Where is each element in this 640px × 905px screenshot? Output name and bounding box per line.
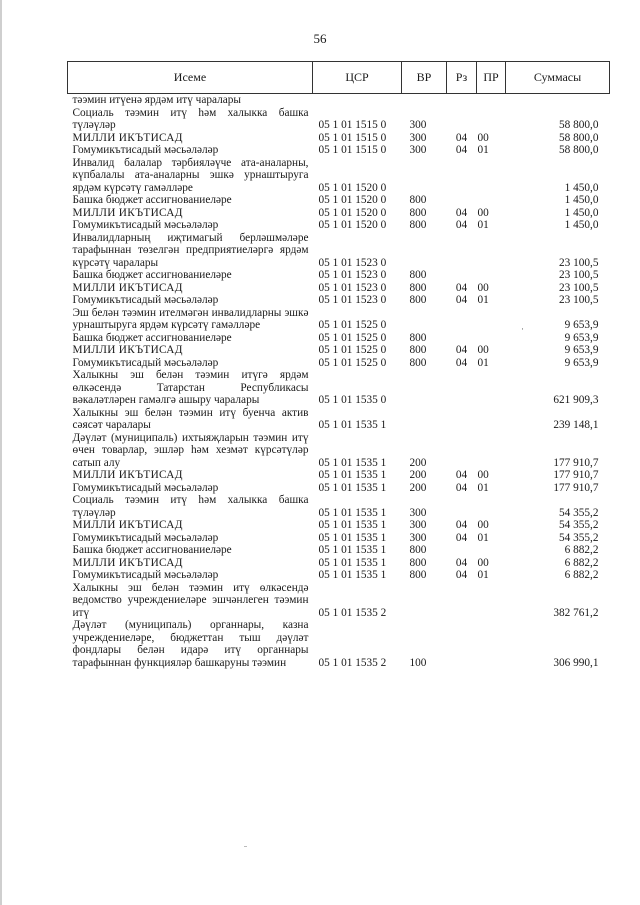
- header-vr: ВР: [402, 62, 447, 94]
- header-name: Исеме: [68, 62, 313, 94]
- cell-csr: 05 1 01 1535 1: [318, 419, 387, 431]
- table-row: [68, 194, 610, 207]
- cell-name: МИЛЛИ ИКЪТИСАД: [72, 519, 183, 531]
- cell-rz: 04: [455, 356, 468, 369]
- header-rz: Рз: [447, 62, 477, 94]
- cell-pr: [477, 307, 506, 332]
- cell-rz: 04: [455, 519, 468, 531]
- cell-sum: 54 355,2: [558, 519, 599, 531]
- cell-pr: 01: [477, 481, 489, 494]
- table-row: [68, 219, 610, 232]
- table-row: [68, 557, 610, 570]
- cell-sum: 9 653,9: [564, 356, 599, 369]
- cell-name: Социаль тәэмин итү һәм халыкка башка түләүләр: [72, 106, 309, 131]
- cell-rz: [447, 332, 477, 345]
- cell-vr: [402, 369, 447, 407]
- cell-sum: 58 800,0: [558, 119, 599, 131]
- table-row: [68, 582, 610, 620]
- cell-name: Халыкны эш белән тәэмин итү өлкәсендә ведомство учреждениеләре эшчәнлеген тәэмин итү: [72, 581, 309, 619]
- cell-rz: 04: [455, 569, 468, 581]
- cell-pr: 01: [477, 294, 489, 306]
- cell-rz: [447, 369, 477, 407]
- cell-rz: [447, 619, 477, 669]
- cell-rz: 04: [455, 344, 468, 356]
- cell-name: Башка бюджет ассигнованиеләре: [72, 194, 232, 206]
- cell-sum: 58 800,0: [558, 131, 599, 144]
- cell-name: МИЛЛИ ИКЪТИСАД: [72, 556, 183, 569]
- cell-vr: 200: [409, 469, 427, 481]
- cell-pr: [477, 494, 506, 519]
- table-row: [68, 432, 610, 470]
- table-row: [68, 519, 610, 532]
- cell-rz: [447, 544, 477, 557]
- cell-vr: 800: [409, 344, 427, 356]
- cell-sum: 6 882,2: [564, 556, 599, 569]
- cell-csr: 05 1 01 1523 0: [318, 281, 387, 294]
- cell-name: тәэмин итүенә ярдәм итү чаралары: [72, 94, 242, 106]
- table-row: [68, 369, 610, 407]
- cell-rz: 04: [455, 469, 468, 481]
- cell-rz: [447, 407, 477, 432]
- cell-vr: 800: [409, 269, 427, 281]
- cell-vr: 300: [409, 519, 427, 531]
- cell-rz: 04: [455, 481, 468, 494]
- cell-name: Гомумикътисадый мәсьәләләр: [72, 481, 219, 494]
- cell-name: Гомумикътисадый мәсьәләләр: [72, 356, 219, 369]
- cell-name: МИЛЛИ ИКЪТИСАД: [72, 344, 183, 356]
- cell-sum: 382 761,2: [553, 606, 599, 619]
- cell-pr: [477, 582, 506, 620]
- cell-name: Гомумикътисадый мәсьәләләр: [72, 569, 219, 581]
- cell-rz: 04: [455, 206, 468, 219]
- cell-sum: 239 148,1: [553, 419, 599, 431]
- cell-csr: 05 1 01 1520 0: [318, 206, 387, 219]
- table-row: [68, 332, 610, 345]
- cell-vr: 300: [409, 531, 427, 544]
- cell-sum: 1 450,0: [564, 206, 599, 219]
- table-row: [68, 94, 610, 107]
- cell-vr: 300: [409, 119, 427, 131]
- cell-sum: 9 653,9: [564, 344, 599, 356]
- cell-vr: [402, 232, 447, 270]
- cell-rz: [447, 194, 477, 207]
- cell-vr: 800: [409, 569, 427, 581]
- cell-csr: 05 1 01 1535 0: [318, 394, 387, 406]
- scan-speck: ·: [521, 324, 524, 334]
- cell-vr: 800: [409, 331, 427, 344]
- cell-csr: 05 1 01 1525 0: [318, 331, 387, 344]
- cell-sum: 177 910,7: [553, 469, 599, 481]
- cell-pr: 01: [477, 531, 489, 544]
- cell-pr: 01: [477, 356, 489, 369]
- header-sum: Суммасы: [506, 62, 610, 94]
- cell-rz: [447, 582, 477, 620]
- cell-sum: 306 990,1: [553, 656, 599, 669]
- cell-sum: 177 910,7: [553, 481, 599, 494]
- budget-table: [67, 61, 610, 669]
- cell-rz: [447, 94, 477, 107]
- cell-vr: [402, 157, 447, 195]
- cell-rz: [447, 494, 477, 519]
- table-header-row: [68, 62, 610, 94]
- cell-vr: 100: [409, 656, 427, 669]
- cell-vr: 300: [409, 506, 427, 519]
- cell-vr: 800: [409, 219, 427, 231]
- header-csr: ЦСР: [313, 62, 402, 94]
- table-row: [68, 532, 610, 545]
- cell-vr: 200: [409, 456, 427, 469]
- cell-rz: 04: [455, 281, 468, 294]
- cell-sum: 58 800,0: [558, 144, 599, 156]
- cell-csr: 05 1 01 1520 0: [318, 194, 387, 206]
- cell-vr: 800: [409, 544, 427, 556]
- cell-pr: 00: [477, 206, 489, 219]
- table-row: [68, 407, 610, 432]
- table-row: [68, 282, 610, 295]
- cell-csr: 05 1 01 1535 1: [318, 469, 387, 481]
- cell-csr: 05 1 01 1523 0: [318, 294, 387, 306]
- cell-rz: [447, 157, 477, 195]
- cell-pr: [477, 407, 506, 432]
- cell-sum: 6 882,2: [564, 569, 599, 581]
- cell-name: Халыкны эш белән тәэмин итү буенча актив сәясәт чаралары: [72, 406, 309, 431]
- cell-pr: 00: [477, 131, 489, 144]
- cell-sum: 23 100,5: [558, 269, 599, 281]
- cell-pr: [477, 432, 506, 470]
- cell-vr: 300: [409, 131, 427, 144]
- cell-csr: 05 1 01 1535 1: [318, 569, 387, 581]
- table-row: [68, 619, 610, 669]
- cell-vr: 800: [409, 556, 427, 569]
- table-row: [68, 569, 610, 582]
- cell-vr: 300: [409, 144, 427, 156]
- cell-pr: 01: [477, 144, 489, 156]
- cell-pr: 00: [477, 344, 489, 356]
- cell-name: МИЛЛИ ИКЪТИСАД: [72, 469, 183, 481]
- cell-rz: [447, 307, 477, 332]
- cell-vr: [402, 307, 447, 332]
- table-row: [68, 544, 610, 557]
- cell-sum: [506, 94, 610, 107]
- cell-csr: 05 1 01 1535 1: [318, 519, 387, 531]
- cell-csr: 05 1 01 1535 1: [318, 481, 387, 494]
- table-row: [68, 232, 610, 270]
- cell-pr: [477, 232, 506, 270]
- cell-name: Дәүләт (муниципаль) ихтыяҗларын тәэмин итү өчен товарлар, эшләр һәм хезмәт күрсәтүләр сатып алу: [72, 431, 309, 469]
- table-row: [68, 132, 610, 145]
- cell-sum: 9 653,9: [564, 319, 599, 331]
- table-row: [68, 469, 610, 482]
- cell-vr: 800: [409, 194, 427, 206]
- cell-sum: 1 450,0: [564, 181, 599, 194]
- cell-csr: 05 1 01 1520 0: [318, 219, 387, 231]
- cell-vr: [402, 582, 447, 620]
- cell-csr: 05 1 01 1525 0: [318, 356, 387, 369]
- cell-name: Халыкны эш белән тәэмин итүгә ярдәм өлкәсендә Татарстан Республикасы вәкаләтләрен гамәлгә ашыру чаралары: [72, 369, 309, 406]
- cell-rz: 04: [455, 556, 468, 569]
- cell-pr: 00: [477, 556, 489, 569]
- table-row: [68, 157, 610, 195]
- cell-vr: 800: [409, 281, 427, 294]
- cell-csr: 05 1 01 1523 0: [318, 269, 387, 281]
- cell-csr: 05 1 01 1515 0: [318, 144, 387, 156]
- cell-csr: 05 1 01 1525 0: [318, 319, 387, 331]
- table-row: [68, 494, 610, 519]
- cell-vr: 800: [409, 356, 427, 369]
- page-edge: [0, 0, 2, 905]
- cell-rz: 04: [455, 294, 468, 306]
- table-row: [68, 144, 610, 157]
- cell-pr: [477, 157, 506, 195]
- cell-pr: 00: [477, 281, 489, 294]
- cell-sum: 621 909,3: [553, 394, 599, 406]
- cell-sum: 1 450,0: [564, 219, 599, 231]
- cell-csr: 05 1 01 1515 0: [318, 131, 387, 144]
- table-body: [68, 94, 610, 670]
- cell-pr: [477, 94, 506, 107]
- cell-sum: 23 100,5: [558, 294, 599, 306]
- cell-name: Башка бюджет ассигнованиеләре: [72, 331, 232, 344]
- cell-pr: 00: [477, 469, 489, 481]
- cell-pr: [477, 269, 506, 282]
- cell-csr: 05 1 01 1525 0: [318, 344, 387, 356]
- cell-name: Башка бюджет ассигнованиеләре: [72, 269, 232, 281]
- page-number: 56: [313, 31, 327, 46]
- cell-sum: 54 355,2: [558, 506, 599, 519]
- cell-vr: [402, 407, 447, 432]
- scan-mark: [244, 846, 247, 847]
- cell-sum: 177 910,7: [553, 456, 599, 469]
- cell-sum: 1 450,0: [564, 194, 599, 206]
- cell-rz: [447, 432, 477, 470]
- cell-vr: [402, 94, 447, 107]
- cell-name: Гомумикътисадый мәсьәләләр: [72, 219, 219, 231]
- cell-csr: 05 1 01 1535 1: [318, 531, 387, 544]
- cell-name: Башка бюджет ассигнованиеләре: [72, 544, 232, 556]
- cell-name: МИЛЛИ ИКЪТИСАД: [72, 206, 183, 219]
- cell-pr: [477, 107, 506, 132]
- table-row: [68, 269, 610, 282]
- cell-vr: 800: [409, 206, 427, 219]
- cell-rz: 04: [455, 131, 468, 144]
- table-row: [68, 207, 610, 220]
- cell-name: МИЛЛИ ИКЪТИСАД: [72, 131, 183, 144]
- cell-csr: 05 1 01 1535 2: [318, 656, 387, 669]
- cell-vr: 200: [409, 481, 427, 494]
- cell-name: Гомумикътисадый мәсьәләләр: [72, 144, 219, 156]
- cell-sum: 23 100,5: [558, 256, 599, 269]
- cell-csr: 05 1 01 1535 1: [318, 506, 387, 519]
- cell-vr: 800: [409, 294, 427, 306]
- table-row: [68, 344, 610, 357]
- cell-pr: [477, 544, 506, 557]
- cell-csr: 05 1 01 1520 0: [318, 181, 387, 194]
- cell-name: Дәүләт (муниципаль) органнары, казна учреждениеләре, бюджеттан тыш дәүләт фондлары белән идарә итү органнары тарафыннан функцияләр башкаруны тәэмин: [72, 619, 309, 669]
- cell-pr: 01: [477, 569, 489, 581]
- cell-csr: 05 1 01 1515 0: [318, 119, 387, 131]
- cell-sum: 6 882,2: [564, 544, 599, 556]
- cell-sum: 23 100,5: [558, 281, 599, 294]
- cell-csr: [313, 94, 402, 107]
- cell-pr: 00: [477, 519, 489, 531]
- cell-name: Эш белән тәэмин ителмәгән инвалидларны эшкә урнаштыруга ярдәм күрсәтү гамәлләре: [72, 306, 309, 331]
- cell-rz: [447, 269, 477, 282]
- cell-rz: 04: [455, 531, 468, 544]
- table-row: [68, 357, 610, 370]
- table-row: [68, 107, 610, 132]
- cell-name: Инвалидларның иҗтимагый берләшмәләре тарафыннан төзелгән предприятиеләргә ярдәм күрсәтү чаралары: [72, 231, 309, 269]
- cell-name: МИЛЛИ ИКЪТИСАД: [72, 281, 183, 294]
- cell-sum: 9 653,9: [564, 331, 599, 344]
- cell-name: Инвалид балалар тәрбияләүче ата-аналарны, күпбалалы ата-аналарны эшкә урнаштыруга ярдәм күрсәтү гамәлләре: [72, 156, 309, 194]
- cell-rz: 04: [455, 219, 468, 231]
- cell-csr: 05 1 01 1535 1: [318, 544, 387, 556]
- cell-csr: 05 1 01 1535 2: [318, 606, 387, 619]
- cell-pr: [477, 194, 506, 207]
- cell-csr: 05 1 01 1523 0: [318, 256, 387, 269]
- cell-pr: 01: [477, 219, 489, 231]
- cell-csr: 05 1 01 1535 1: [318, 556, 387, 569]
- cell-csr: 05 1 01 1535 1: [318, 456, 387, 469]
- cell-sum: 54 355,2: [558, 531, 599, 544]
- table-row: [68, 482, 610, 495]
- cell-pr: [477, 619, 506, 669]
- cell-pr: [477, 332, 506, 345]
- cell-rz: [447, 107, 477, 132]
- cell-name: Гомумикътисадый мәсьәләләр: [72, 531, 219, 544]
- table-row: [68, 307, 610, 332]
- header-pr: ПР: [477, 62, 506, 94]
- cell-rz: [447, 232, 477, 270]
- cell-rz: 04: [455, 144, 468, 156]
- cell-name: Социаль тәэмин итү һәм халыкка башка түләүләр: [72, 494, 309, 519]
- cell-pr: [477, 369, 506, 407]
- table-row: [68, 294, 610, 307]
- cell-name: Гомумикътисадый мәсьәләләр: [72, 294, 219, 306]
